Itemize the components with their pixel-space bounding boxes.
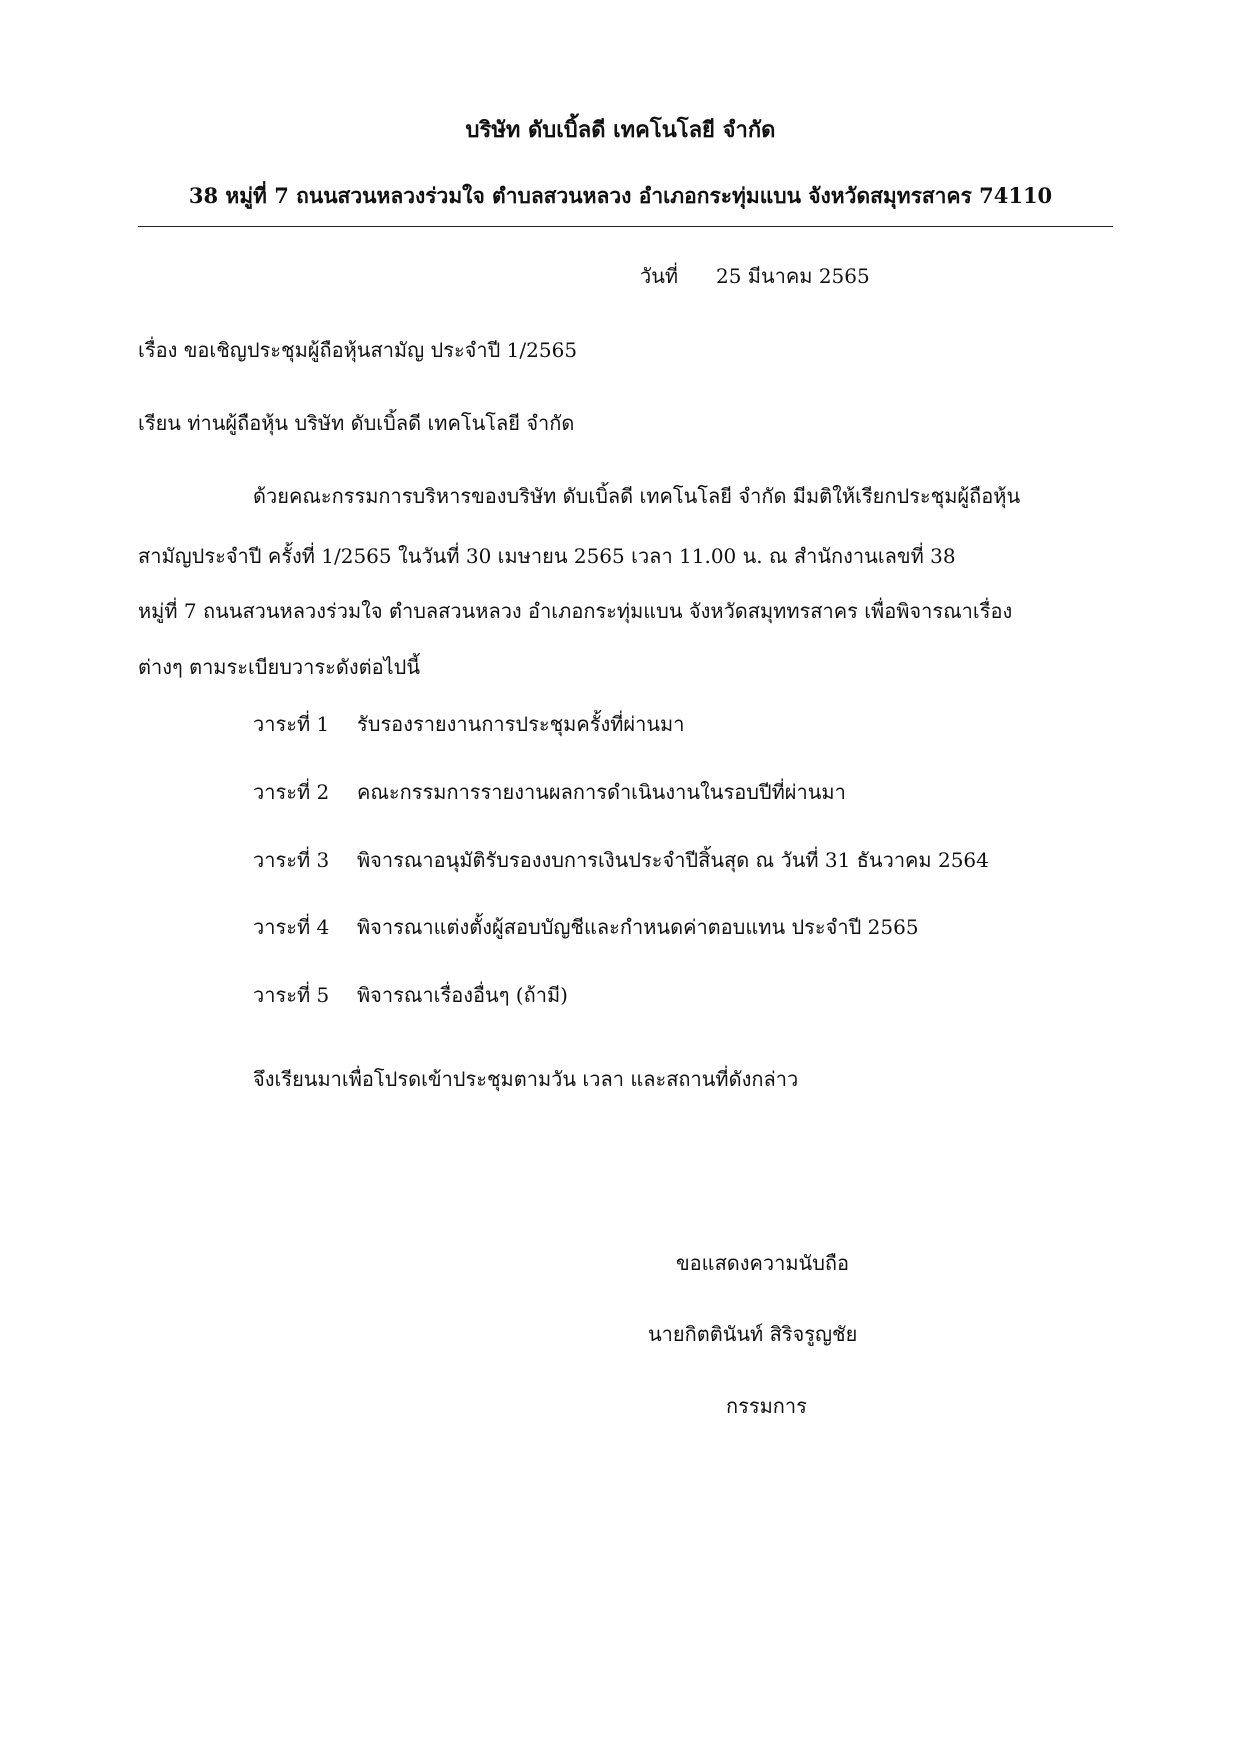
body-line-2: สามัญประจำปี ครั้งที่ 1/2565 ในวันที่ 30 เมษายน 2565 เวลา 11.00 น. ณ สำนักงานเลขที่ 38 [138, 544, 956, 568]
agenda-text: คณะกรรมการรายงานผลการดำเนินงานในรอบปีที่ผ่านมา [357, 780, 846, 804]
recipient-line: เรียน ท่านผู้ถือหุ้น บริษัท ดับเบิ้ลดี เทคโนโลยี จำกัด [138, 411, 575, 435]
closing-line: จึงเรียนมาเพื่อโปรดเข้าประชุมตามวัน เวลา และสถานที่ดังกล่าว [253, 1067, 799, 1091]
signature-name: นายกิตตินันท์ สิริจรูญชัย [648, 1322, 858, 1346]
signature-regards: ขอแสดงความนับถือ [676, 1251, 850, 1275]
agenda-item [253, 844, 989, 876]
agenda-number: วาระที่ 2 [253, 780, 330, 804]
agenda-text: พิจารณาแต่งตั้งผู้สอบบัญชีและกำหนดค่าตอบแทน ประจำปี 2565 [357, 915, 919, 939]
agenda-text: พิจารณาอนุมัติรับรองงบการเงินประจำปีสิ้นสุด ณ วันที่ 31 ธันวาคม 2564 [357, 848, 989, 872]
agenda-number: วาระที่ 1 [253, 712, 330, 736]
agenda-text: รับรองรายงานการประชุมครั้งที่ผ่านมา [357, 712, 685, 736]
agenda-item [253, 911, 919, 943]
agenda-item [253, 979, 568, 1011]
date-label: วันที่ [640, 264, 679, 288]
agenda-text: พิจารณาเรื่องอื่นๆ (ถ้ามี) [357, 983, 568, 1007]
company-name: บริษัท ดับเบิ้ลดี เทคโนโลยี จำกัด [465, 117, 776, 143]
agenda-item [253, 708, 684, 740]
body-line-4: ต่างๆ ตามระเบียบวาระดังต่อไปนี้ [138, 655, 421, 679]
company-address: 38 หมู่ที่ 7 ถนนสวนหลวงร่วมใจ ตำบลสวนหลวง อำเภอกระทุ่มแบน จังหวัดสมุทรสาคร 74110 [188, 183, 1053, 208]
body-line-3: หมู่ที่ 7 ถนนสวนหลวงร่วมใจ ตำบลสวนหลวง อำเภอกระทุ่มแบน จังหวัดสมุททรสาคร เพื่อพิจารณาเรื่อง [138, 599, 1013, 623]
header-divider [138, 226, 1113, 227]
agenda-item [253, 776, 846, 808]
signature-position: กรรมการ [726, 1394, 807, 1418]
agenda-number: วาระที่ 4 [253, 915, 330, 939]
subject-line: เรื่อง ขอเชิญประชุมผู้ถือหุ้นสามัญ ประจำปี 1/2565 [138, 338, 578, 362]
date-value: 25 มีนาคม 2565 [716, 264, 870, 288]
agenda-number: วาระที่ 5 [253, 983, 330, 1007]
body-line-1: ด้วยคณะกรรมการบริหารของบริษัท ดับเบิ้ลดี เทคโนโลยี จำกัด มีมติให้เรียกประชุมผู้ถือหุ้น [253, 484, 1021, 508]
agenda-number: วาระที่ 3 [253, 848, 330, 872]
